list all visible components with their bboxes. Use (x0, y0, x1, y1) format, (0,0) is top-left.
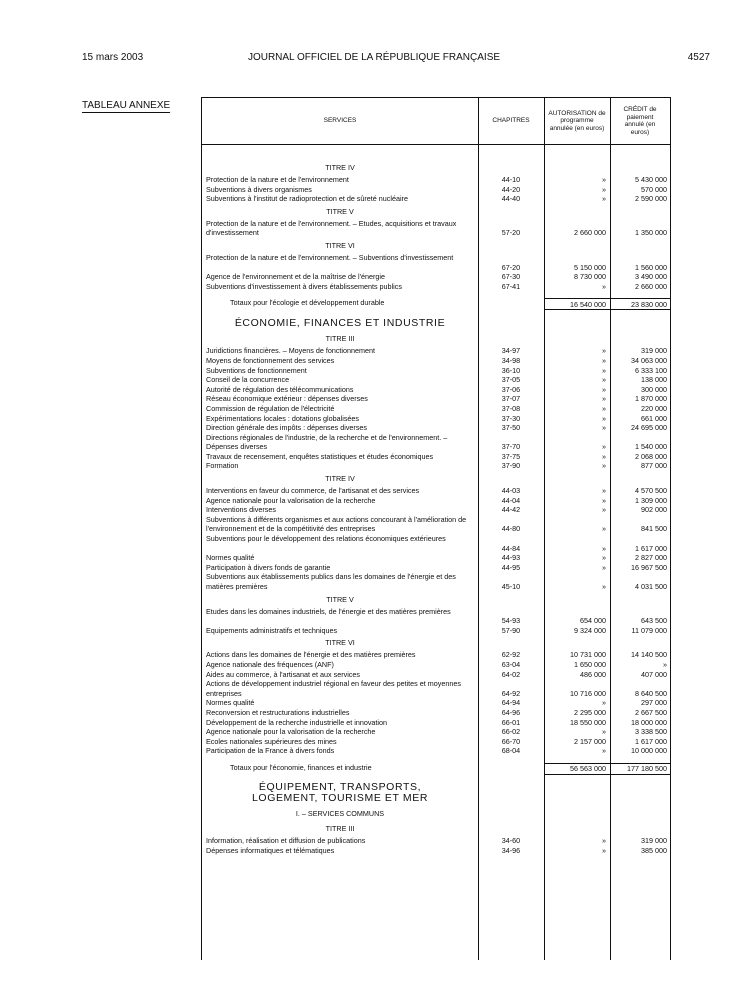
titre-heading (202, 238, 670, 253)
chapitre-cell: 44-03 (501, 486, 521, 496)
heading-text: TITRE IV (325, 474, 355, 484)
autorisation-cell: 10 731 000 (570, 650, 606, 660)
service-label: Normes qualité (206, 698, 255, 708)
autorisation-cell: » (602, 365, 606, 375)
chapitre-cell: 34-96 (501, 845, 521, 855)
service-label: Protection de la nature et de l'environnement. – Subventions d'investissement (206, 252, 454, 262)
service-label: Participation de la France à divers fonds (206, 746, 335, 756)
totals-autorisation: 56 563 000 (570, 764, 606, 774)
chapitre-cell: 37-05 (501, 375, 521, 385)
credit-cell: 661 000 (641, 413, 667, 423)
table-row (202, 356, 670, 366)
header-services: SERVICES (323, 117, 357, 125)
totals-credit: 177 180 500 (627, 764, 667, 774)
service-label: Interventions diverses (206, 505, 276, 515)
chapitre-cell: 44-93 (501, 553, 521, 563)
chapitre-cell: 44-04 (501, 495, 521, 505)
chapitre-cell: 37-75 (501, 451, 521, 461)
autorisation-cell: 2 157 000 (574, 736, 606, 746)
autorisation-cell: » (602, 451, 606, 461)
chapitre-cell: 62-92 (501, 650, 521, 660)
credit-cell: 643 500 (641, 616, 667, 626)
ministry-title: ÉQUIPEMENT, TRANSPORTS, LOGEMENT, TOURISME ET MER (251, 780, 429, 804)
credit-cell: 877 000 (641, 461, 667, 471)
credit-cell: 1 540 000 (635, 442, 667, 452)
autorisation-cell: » (602, 543, 606, 553)
table-row (202, 282, 670, 292)
header-credit: CRÉDIT de paiement annulé (en euros) (623, 106, 657, 136)
service-label: Directions régionales de l'industrie, de la recherche et de l'environnement. – Dépenses diverses (206, 432, 448, 452)
heading-text: TITRE VI (325, 240, 355, 250)
credit-cell: 1 617 000 (635, 736, 667, 746)
header-autorisation: AUTORISATION de programme annulée (en euros) (548, 109, 606, 132)
table-row (202, 461, 670, 471)
service-label: Protection de la nature et de l'environnement. – Etudes, acquisitions et travaux d'investissement (206, 218, 457, 238)
table-row (202, 496, 670, 506)
table-row (202, 626, 670, 636)
autorisation-cell: 2 295 000 (574, 707, 606, 717)
service-label: Dépenses informatiques et télématiques (206, 845, 335, 855)
credit-cell: 6 333 100 (635, 365, 667, 375)
chapitre-cell: 54-93 (501, 616, 521, 626)
autorisation-cell: » (602, 442, 606, 452)
chapitre-cell: 34-60 (501, 835, 521, 845)
chapitre-cell: 67-41 (501, 281, 521, 291)
totals-credit: 23 830 000 (631, 299, 667, 309)
table-row (202, 385, 670, 395)
autorisation-cell: » (602, 194, 606, 204)
table-row (202, 650, 670, 660)
credit-cell: 2 590 000 (635, 194, 667, 204)
credit-cell: 902 000 (641, 505, 667, 515)
autorisation-cell: 2 660 000 (574, 228, 606, 238)
service-label: Reconversion et restructurations industrielles (206, 707, 350, 717)
autorisation-cell: 486 000 (580, 669, 606, 679)
table-row (202, 175, 670, 185)
table-row (202, 660, 670, 670)
autorisation-cell: » (602, 845, 606, 855)
table-row (202, 846, 670, 856)
autorisation-cell: » (602, 524, 606, 534)
credit-cell: 3 490 000 (635, 272, 667, 282)
ministry-title: ÉCONOMIE, FINANCES ET INDUSTRIE (234, 317, 446, 330)
service-label: Agence nationale des fréquences (ANF) (206, 659, 334, 669)
credit-cell: 8 640 500 (635, 688, 667, 698)
credit-cell: 841 500 (641, 524, 667, 534)
chapitre-cell: 44-42 (501, 505, 521, 515)
chapitre-cell: 57-90 (501, 625, 521, 635)
credit-cell: 4 570 500 (635, 486, 667, 496)
chapitre-cell: 67-30 (501, 272, 521, 282)
autorisation-cell: » (602, 281, 606, 291)
credit-cell: 5 430 000 (635, 175, 667, 184)
page-number: 4527 (687, 52, 710, 63)
titre-heading (202, 204, 670, 219)
table-row (202, 194, 670, 204)
autorisation-cell: » (602, 582, 606, 591)
autorisation-cell: » (602, 175, 606, 184)
chapitre-cell: 44-95 (501, 562, 521, 572)
autorisation-cell: » (602, 562, 606, 572)
journal-title: JOURNAL OFFICIEL DE LA RÉPUBLIQUE FRANÇAISE (247, 52, 501, 63)
chapitre-cell: 36-10 (501, 365, 521, 375)
service-label: Agence nationale pour la valorisation de la recherche (206, 727, 376, 737)
credit-cell: 14 140 500 (631, 650, 667, 660)
titre-heading (202, 821, 670, 836)
service-label: Développement de la recherche industrielle et innovation (206, 717, 387, 727)
heading-text: TITRE V (326, 206, 354, 216)
autorisation-cell: » (602, 355, 606, 365)
autorisation-cell: 654 000 (580, 616, 606, 626)
table-row (202, 272, 670, 282)
autorisation-cell: 10 716 000 (570, 688, 606, 698)
credit-cell: 319 000 (641, 346, 667, 356)
chapitre-cell: 44-10 (501, 175, 521, 184)
totals-autorisation: 16 540 000 (570, 299, 606, 309)
service-label: Juridictions financières. – Moyens de fonctionnement (206, 346, 375, 356)
heading-text: TITRE III (325, 823, 355, 833)
autorisation-cell: » (602, 553, 606, 563)
chapitre-cell: 64-94 (501, 698, 521, 708)
credit-cell: » (663, 659, 667, 669)
chapitre-cell: 68-04 (501, 746, 521, 756)
subsection-heading (202, 806, 670, 821)
credit-cell: 16 967 500 (631, 562, 667, 572)
autorisation-cell: 18 550 000 (570, 717, 606, 727)
autorisation-cell: » (602, 835, 606, 845)
table-row (202, 433, 670, 452)
autorisation-cell: 8 730 000 (574, 272, 606, 282)
credit-cell: 2 660 000 (635, 281, 667, 291)
service-label: Autorité de régulation des télécommunications (206, 384, 354, 394)
autorisation-cell: » (602, 413, 606, 423)
autorisation-cell: » (602, 346, 606, 356)
credit-cell: 385 000 (641, 845, 667, 855)
heading-text: TITRE III (325, 334, 355, 344)
table-row (202, 727, 670, 737)
credit-cell: 300 000 (641, 384, 667, 394)
autorisation-cell: » (602, 394, 606, 404)
service-label: Protection de la nature et de l'environnement (206, 175, 349, 184)
table-row (202, 414, 670, 424)
heading-text: TITRE IV (325, 163, 355, 172)
credit-cell: 220 000 (641, 403, 667, 413)
credit-cell: 1 617 000 (635, 543, 667, 553)
credit-cell: 4 031 500 (635, 582, 667, 591)
autorisation-cell: » (602, 375, 606, 385)
chapitre-cell: 37-07 (501, 394, 521, 404)
autorisation-cell: » (602, 184, 606, 194)
chapitre-cell: 64-96 (501, 707, 521, 717)
chapitre-cell: 63-04 (501, 659, 521, 669)
titre-heading (202, 592, 670, 607)
credit-cell: 570 000 (641, 184, 667, 194)
service-label: Subventions pour le développement des relations économiques extérieures (206, 534, 446, 544)
service-label: Etudes dans les domaines industriels, de l'énergie et des matières premières (206, 606, 451, 616)
service-label: Subventions à l'institut de radioprotection et de sûreté nucléaire (206, 194, 408, 204)
service-label: Réseau économique extérieur : dépenses diverses (206, 394, 368, 404)
autorisation-cell: » (602, 505, 606, 515)
service-label: Ecoles nationales supérieures des mines (206, 736, 337, 746)
heading-text: I. – SERVICES COMMUNS (295, 808, 385, 818)
chapitre-cell: 37-30 (501, 413, 521, 423)
chapitre-cell: 66-01 (501, 717, 521, 727)
credit-cell: 1 309 000 (635, 495, 667, 505)
titre-heading (202, 331, 670, 346)
autorisation-cell: 5 150 000 (574, 262, 606, 272)
table-row (202, 375, 670, 385)
titre-heading (202, 160, 670, 175)
service-label: Participation à divers fonds de garantie (206, 562, 331, 572)
table-row (202, 737, 670, 747)
table-row (202, 394, 670, 404)
service-label: Travaux de recensement, enquêtes statistiques et études économiques (206, 451, 434, 461)
table-row (202, 836, 670, 846)
credit-cell: 1 350 000 (635, 228, 667, 238)
table-body (202, 160, 670, 855)
titre-heading (202, 635, 670, 650)
service-label: Formation (206, 461, 239, 471)
service-label: Moyens de fonctionnement des services (206, 355, 335, 365)
table-row (202, 670, 670, 680)
autorisation-cell: » (602, 423, 606, 433)
ministry-heading (202, 315, 670, 331)
service-label: Information, réalisation et diffusion de publications (206, 835, 366, 845)
table-row (202, 366, 670, 376)
credit-cell: 24 695 000 (631, 423, 667, 433)
table-row (202, 718, 670, 728)
table-row (202, 746, 670, 756)
header-chapitres: CHAPITRES (492, 117, 530, 125)
totals-label: Totaux pour l'économie, finances et industrie (230, 762, 372, 772)
table-row (202, 708, 670, 718)
service-label: Agence de l'environnement et de la maîtrise de l'énergie (206, 272, 385, 282)
chapitre-cell: 37-08 (501, 403, 521, 413)
credit-cell: 407 000 (641, 669, 667, 679)
chapitre-cell: 44-80 (501, 524, 521, 534)
heading-text: TITRE V (326, 594, 354, 604)
chapitre-cell: 37-70 (501, 442, 521, 452)
credit-cell: 18 000 000 (631, 717, 667, 727)
service-label: Subventions à divers organismes (206, 184, 312, 194)
table-row (202, 486, 670, 496)
service-label: Subventions aux établissements publics dans les domaines de l'énergie et des matières premières (206, 572, 456, 591)
autorisation-cell: » (602, 727, 606, 737)
credit-cell: 11 079 000 (631, 625, 667, 635)
ministry-heading (202, 780, 670, 806)
chapitre-cell: 44-40 (501, 194, 521, 204)
table-row (202, 505, 670, 515)
credit-cell: 3 338 500 (635, 727, 667, 737)
chapitre-cell: 37-90 (501, 461, 521, 471)
credit-cell: 1 560 000 (635, 262, 667, 272)
autorisation-cell: » (602, 698, 606, 708)
chapitre-cell: 64-92 (501, 688, 521, 698)
credit-cell: 2 068 000 (635, 451, 667, 461)
autorisation-cell: » (602, 384, 606, 394)
autorisation-cell: » (602, 746, 606, 756)
service-label: Aides au commerce, à l'artisanat et aux services (206, 669, 360, 679)
service-label: Commission de régulation de l'électricité (206, 403, 335, 413)
chapitre-cell: 44-84 (501, 543, 521, 553)
autorisation-cell: » (602, 486, 606, 496)
table-row (202, 346, 670, 356)
credit-cell: 297 000 (641, 698, 667, 708)
heading-text: TITRE VI (325, 638, 355, 648)
autorisation-cell: » (602, 495, 606, 505)
service-label: Subventions à différents organismes et aux actions concourant à l'amélioration de l'environnement et de la compétitivité des entreprises (206, 514, 467, 534)
service-label: Equipements administratifs et techniques (206, 625, 338, 635)
credit-cell: 2 827 000 (635, 553, 667, 563)
page-date: 15 mars 2003 (82, 52, 144, 63)
autorisation-cell: » (602, 403, 606, 413)
chapitre-cell: 34-98 (501, 355, 521, 365)
table-row (202, 553, 670, 563)
credit-cell: 1 870 000 (635, 394, 667, 404)
credit-cell: 2 667 500 (635, 707, 667, 717)
chapitre-cell: 37-50 (501, 423, 521, 433)
credit-cell: 10 000 000 (631, 746, 667, 756)
service-label: Direction générale des impôts : dépenses diverses (206, 423, 368, 433)
autorisation-cell: 9 324 000 (574, 625, 606, 635)
totals-row (202, 297, 670, 309)
table-row (202, 572, 670, 591)
service-label: Actions dans les domaines de l'énergie et des matières premières (206, 650, 416, 660)
chapitre-cell: 44-20 (501, 184, 521, 194)
table-row (202, 534, 670, 553)
totals-label: Totaux pour l'écologie et développement durable (230, 298, 385, 308)
chapitre-cell: 37-06 (501, 384, 521, 394)
autorisation-cell: » (602, 461, 606, 471)
titre-heading (202, 471, 670, 486)
chapitre-cell: 66-70 (501, 736, 521, 746)
table-row (202, 698, 670, 708)
table-row (202, 607, 670, 626)
chapitre-cell: 64-02 (501, 669, 521, 679)
table-header (202, 98, 670, 145)
service-label: Conseil de la concurrence (206, 375, 290, 385)
table-row (202, 423, 670, 433)
credit-cell: 34 063 000 (631, 355, 667, 365)
service-label: Expérimentations locales : dotations globalisées (206, 413, 360, 423)
credit-cell: 319 000 (641, 835, 667, 845)
service-label: Normes qualité (206, 553, 255, 563)
service-label: Agence nationale pour la valorisation de la recherche (206, 495, 376, 505)
credit-cell: 138 000 (641, 375, 667, 385)
service-label: Subventions de fonctionnement (206, 365, 307, 375)
table-row (202, 452, 670, 462)
table-row (202, 563, 670, 573)
totals-row (202, 762, 670, 774)
annex-table (201, 97, 671, 960)
annex-label: TABLEAU ANNEXE (82, 100, 171, 111)
service-label: Interventions en faveur du commerce, de l'artisanat et des services (206, 486, 420, 496)
table-row (202, 219, 670, 238)
autorisation-cell: 1 650 000 (574, 659, 606, 669)
table-row (202, 185, 670, 195)
chapitre-cell: 34-97 (501, 346, 521, 356)
chapitre-cell: 66-02 (501, 727, 521, 737)
table-row (202, 679, 670, 698)
chapitre-cell: 45-10 (501, 582, 521, 591)
chapitre-cell: 57-20 (501, 228, 521, 238)
table-row (202, 404, 670, 414)
service-label: Actions de développement industriel régional en faveur des petites et moyennes entreprises (206, 679, 461, 698)
chapitre-cell: 67-20 (501, 262, 521, 272)
table-row (202, 515, 670, 534)
table-row (202, 253, 670, 272)
service-label: Subventions d'investissement à divers établissements publics (206, 281, 402, 291)
